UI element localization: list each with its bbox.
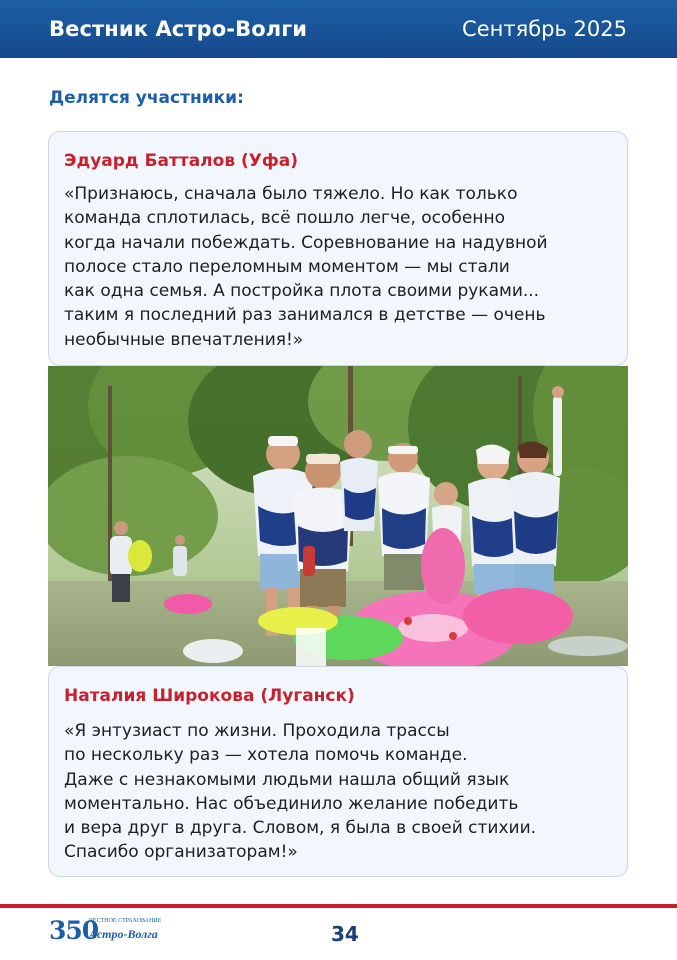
quote-line: полосе стало переломным моментом — мы стали (64, 256, 510, 277)
quote-line: и вера друг в друга. Словом, я была в своей стихии. (64, 818, 537, 839)
quote-line: «Признаюсь, сначала было тяжело. Но как только (64, 184, 518, 204)
quote-line: как одна семья. А постройка плота своими руками... (64, 281, 540, 302)
quote-line: команда сплотилась, всё пошло легче, особенно (64, 208, 505, 229)
testimonial-card (48, 666, 628, 877)
team-photo-illustration (48, 366, 628, 666)
team-photo (48, 366, 628, 666)
quote-line: таким я последний раз занимался в детстве — очень (64, 305, 546, 326)
participant-name: Наталия Широкова (Луганск) (64, 686, 355, 706)
logo-tagline: ЧЕСТНОЕ СТРАХОВАНИЕ (89, 918, 162, 924)
testimonial-quote (64, 719, 536, 865)
page-number: 34 (331, 922, 359, 946)
footer-divider (0, 904, 677, 908)
testimonial-card (48, 131, 628, 366)
section-heading: Делятся участники: (49, 88, 244, 108)
quote-line: Спасибо организаторам!» (64, 842, 298, 863)
logo-anniversary-number: 350 (49, 916, 99, 945)
quote-line: моментально. Нас объединило желание победить (64, 793, 519, 814)
quote-line: необычные впечатления!» (64, 329, 304, 350)
testimonial-quote (64, 182, 548, 352)
quote-line: по нескольку раз — хотела помочь команде. (64, 745, 468, 766)
participant-name: Эдуард Батталов (Уфа) (64, 151, 298, 171)
page-header (0, 0, 677, 58)
quote-line: когда начали побеждать. Соревнование на надувной (64, 232, 548, 253)
newsletter-title: Вестник Астро-Волги (49, 17, 308, 41)
quote-line: Даже с незнакомыми людьми нашла общий язык (64, 769, 510, 790)
logo-brand-name: Астро-Волга (89, 927, 158, 941)
quote-line: «Я энтузиаст по жизни. Проходила трассы (64, 721, 450, 741)
issue-date: Сентябрь 2025 (462, 17, 627, 41)
company-logo (49, 916, 189, 946)
